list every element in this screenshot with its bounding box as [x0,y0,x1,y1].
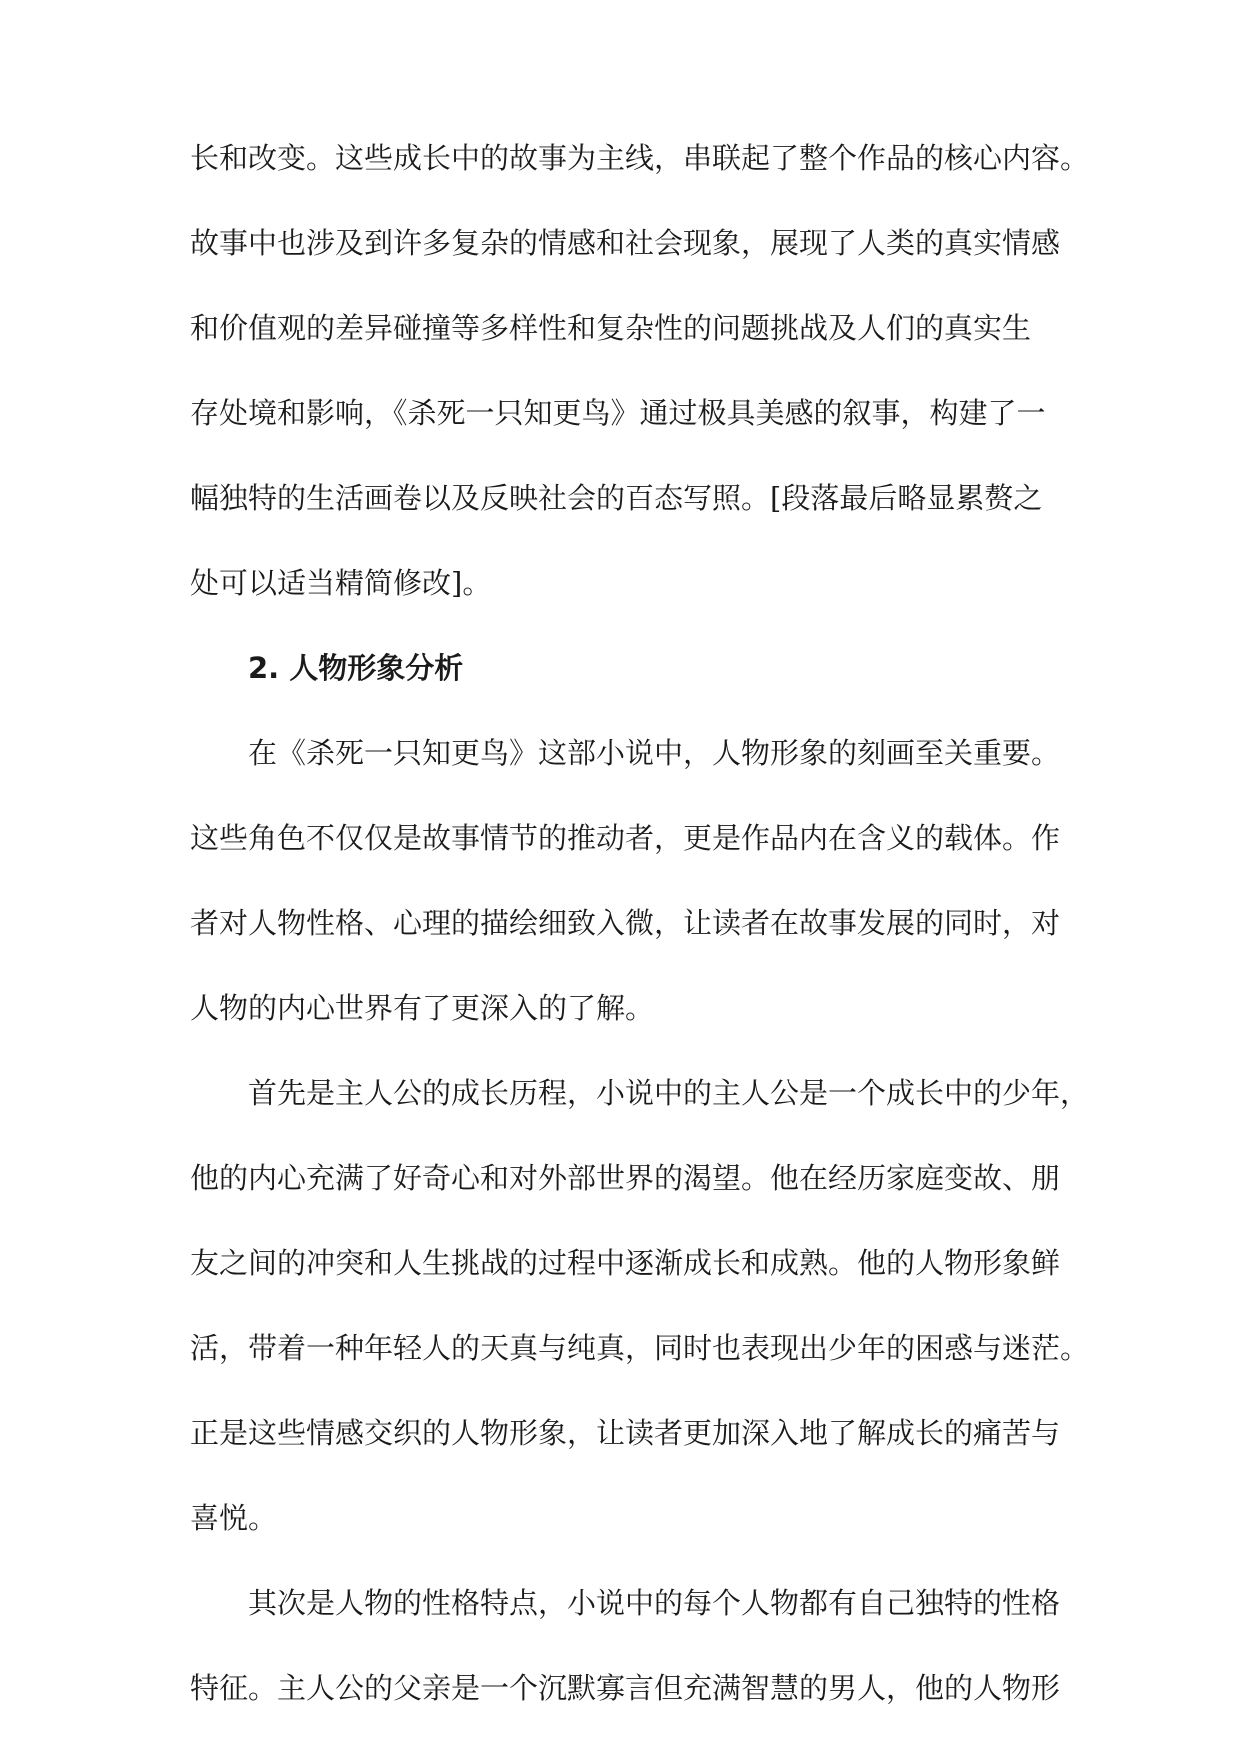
paragraph-line: 幅独特的生活画卷以及反映社会的百态写照。[段落最后略显累赘之 [190,481,1043,515]
paragraph-line: 特征。主人公的父亲是一个沉默寡言但充满智慧的男人，他的人物形 [190,1671,1061,1705]
paragraph-line: 活，带着一种年轻人的天真与纯真，同时也表现出少年的困惑与迷茫。 [190,1331,1090,1365]
paragraph-line: 友之间的冲突和人生挑战的过程中逐渐成长和成熟。他的人物形象鲜 [190,1246,1061,1280]
paragraph-line: 存处境和影响，《杀死一只知更鸟》通过极具美感的叙事，构建了一 [190,396,1046,430]
paragraph-line: 在《杀死一只知更鸟》这部小说中，人物形象的刻画至关重要。 [248,736,1061,770]
paragraph-line: 和价值观的差异碰撞等多样性和复杂性的问题挑战及人们的真实生 [190,311,1032,345]
paragraph-line: 者对人物性格、心理的描绘细致入微，让读者在故事发展的同时，对 [190,906,1061,940]
paragraph-line: 这些角色不仅仅是故事情节的推动者，更是作品内在含义的载体。作 [190,821,1061,855]
paragraph-line: 长和改变。这些成长中的故事为主线，串联起了整个作品的核心内容。 [190,141,1090,175]
paragraph-line: 喜悦。 [190,1501,278,1535]
paragraph-line: 其次是人物的性格特点，小说中的每个人物都有自己独特的性格 [248,1586,1061,1620]
paragraph-line: 他的内心充满了好奇心和对外部世界的渴望。他在经历家庭变故、朋 [190,1161,1061,1195]
paragraph-line: 人物的内心世界有了更深入的了解。 [190,991,655,1025]
section-heading: 2. 人物形象分析 [248,651,464,685]
paragraph-line: 首先是主人公的成长历程，小说中的主人公是一个成长中的少年， [248,1076,1090,1110]
paragraph-line: 处可以适当精简修改]。 [190,566,492,600]
paragraph-line: 故事中也涉及到许多复杂的情感和社会现象，展现了人类的真实情感 [190,226,1061,260]
document-body [190,0,1090,1754]
paragraph-line: 正是这些情感交织的人物形象，让读者更加深入地了解成长的痛苦与 [190,1416,1061,1450]
